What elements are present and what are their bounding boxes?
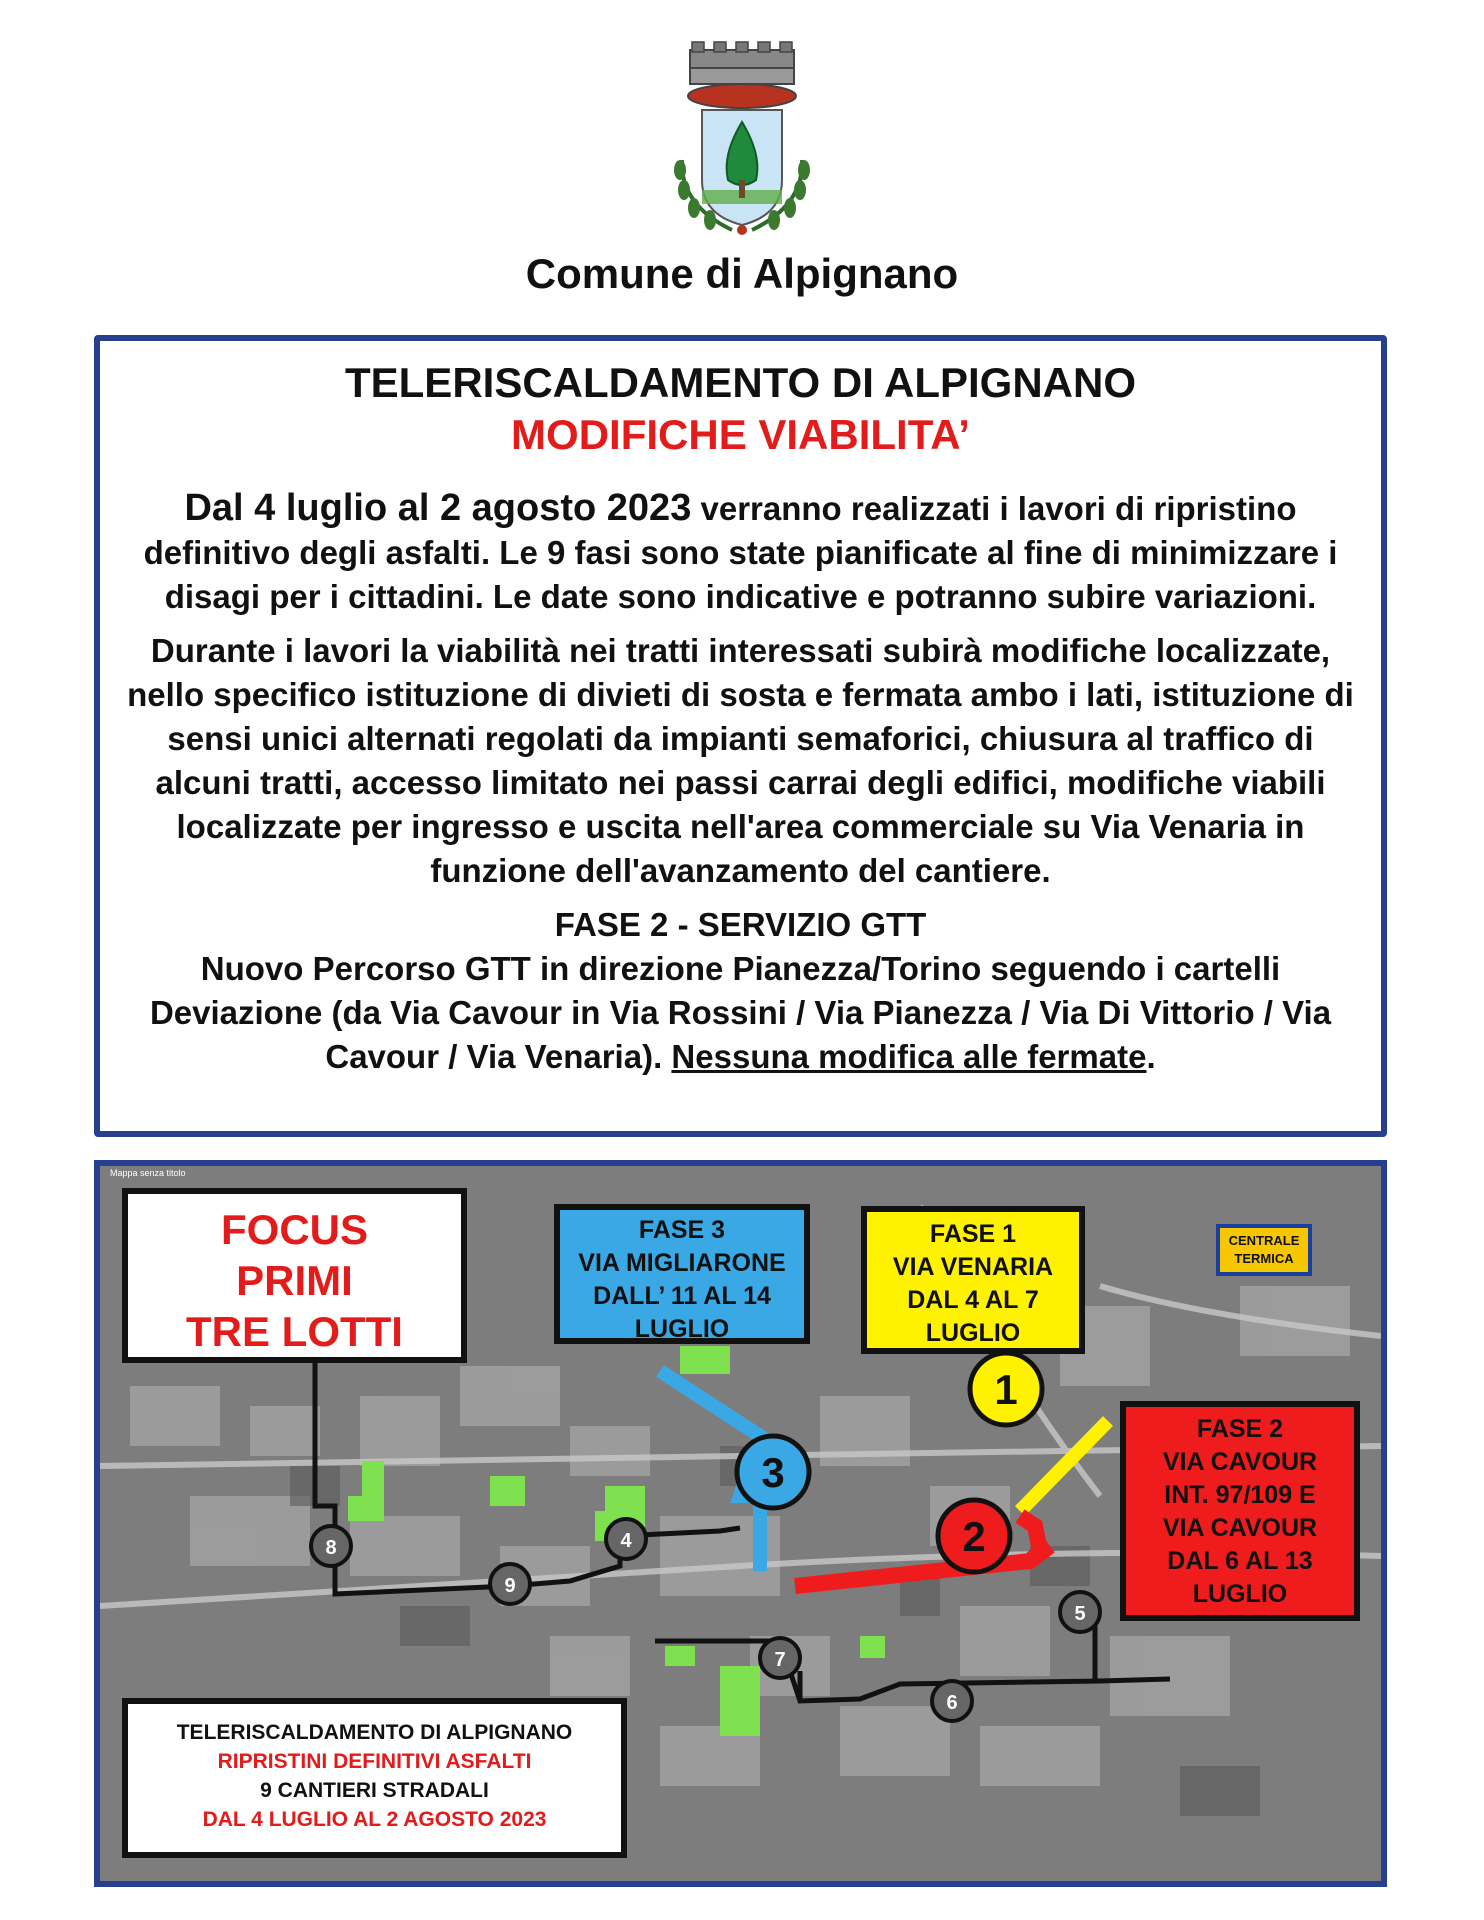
map-frame xyxy=(94,1160,1387,1887)
legend-line-4: DAL 4 LUGLIO AL 2 AGOSTO 2023 xyxy=(202,1808,547,1831)
dates-lead: Dal 4 luglio al 2 agosto 2023 xyxy=(184,487,692,529)
marker-9[interactable] xyxy=(490,1564,530,1604)
marker-8-label: 8 xyxy=(325,1537,337,1559)
notice-title: TELERISCALDAMENTO DI ALPIGNANO xyxy=(344,359,1136,406)
marker-2-label: 2 xyxy=(962,1513,986,1560)
marker-5-label: 5 xyxy=(1074,1603,1086,1625)
dates-rest: verranno realizzati i lavori di ripristino definitivo degli asfalti. Le 9 fasi sono state pianificate al fine di minimizzare i disagi per i cittadini. Le date sono indicative e potranno subire variazioni. xyxy=(143,490,1338,615)
paragraph-gtt xyxy=(118,903,1363,1079)
marker-3[interactable] xyxy=(737,1436,809,1508)
focus-line-1: FOCUS xyxy=(221,1206,368,1253)
legend-line-1: TELERISCALDAMENTO DI ALPIGNANO xyxy=(176,1721,573,1744)
fase3-line-3: DALL’ 11 AL 14 xyxy=(593,1282,771,1310)
paragraph-viability: Durante i lavori la viabilità nei tratti interessati subirà modifiche localizzate, nello specifico istituzione di divieti di sosta e fermata ambo i lati, istituzione di sensi unici alternati regolati da impianti semaforici, chiusura al traffico di alcuni tratti, accesso limitato nei passi carrai degli edifici, modifiche viabili localizzate per ingresso e uscita nell'area commerciale su Via Venaria in funzione dell'avanzamento del cantiere. xyxy=(127,632,1354,889)
fase3-line-1: FASE 3 xyxy=(638,1216,726,1244)
gtt-heading: FASE 2 - SERVIZIO GTT xyxy=(554,906,927,943)
fase2-line-2: VIA CAVOUR xyxy=(1162,1448,1318,1476)
fase1-label xyxy=(861,1206,1085,1354)
marker-1[interactable] xyxy=(970,1353,1042,1425)
fase1-line-1: FASE 1 xyxy=(929,1220,1017,1248)
fase2-line-1: FASE 2 xyxy=(1196,1415,1284,1443)
marker-1-label: 1 xyxy=(994,1366,1018,1413)
fase1-line-3: DAL 4 AL 7 xyxy=(907,1286,1039,1314)
focus-line-2: PRIMI xyxy=(236,1257,353,1304)
map-legend xyxy=(122,1698,627,1858)
marker-8[interactable] xyxy=(311,1526,351,1566)
notice-body xyxy=(118,486,1363,1079)
marker-4[interactable] xyxy=(606,1519,646,1559)
fase2-line-6: LUGLIO xyxy=(1192,1580,1288,1608)
marker-9-label: 9 xyxy=(504,1575,516,1597)
fase2-line-5: DAL 6 AL 13 xyxy=(1167,1547,1313,1575)
centrale-termica-label xyxy=(1216,1224,1312,1276)
coat-of-arms-icon xyxy=(652,40,832,240)
marker-7-label: 7 xyxy=(774,1649,786,1671)
fase1-line-2: VIA VENARIA xyxy=(892,1253,1054,1281)
centrale-line-2: TERMICA xyxy=(1234,1251,1294,1266)
gtt-no-change: Nessuna modifica alle fermate xyxy=(671,1038,1147,1075)
marker-7[interactable] xyxy=(760,1638,800,1678)
fase3-line-2: VIA MIGLIARONE xyxy=(578,1249,786,1277)
legend-line-3: 9 CANTIERI STRADALI xyxy=(260,1779,489,1802)
marker-6-label: 6 xyxy=(946,1692,958,1714)
focus-line-3: TRE LOTTI xyxy=(186,1308,403,1355)
gtt-end: . xyxy=(1146,1038,1156,1075)
fase3-label xyxy=(554,1204,810,1344)
marker-6[interactable] xyxy=(932,1681,972,1721)
paragraph-dates xyxy=(118,486,1363,619)
fase2-line-4: VIA CAVOUR xyxy=(1162,1514,1318,1542)
notice-box xyxy=(94,335,1387,1137)
map-caption: Mappa senza titolo xyxy=(110,1168,186,1178)
marker-3-label: 3 xyxy=(761,1449,785,1496)
focus-label xyxy=(122,1188,467,1363)
marker-4-label: 4 xyxy=(620,1530,632,1552)
aerial-map xyxy=(100,1166,1381,1881)
marker-5[interactable] xyxy=(1060,1592,1100,1632)
fase3-line-4: LUGLIO xyxy=(634,1315,730,1343)
fase2-label xyxy=(1120,1401,1360,1621)
fase2-line-3: INT. 97/109 E xyxy=(1164,1481,1316,1509)
legend-line-2: RIPRISTINI DEFINITIVI ASFALTI xyxy=(217,1750,532,1773)
fase1-line-4: LUGLIO xyxy=(925,1319,1021,1347)
marker-2[interactable] xyxy=(938,1500,1010,1572)
notice-subtitle: MODIFICHE VIABILITA’ xyxy=(511,411,970,458)
comune-name: Comune di Alpignano xyxy=(525,250,959,297)
centrale-line-1: CENTRALE xyxy=(1228,1233,1300,1248)
gtt-text: Nuovo Percorso GTT in direzione Pianezza/Torino seguendo i cartelli Deviazione (da Via Cavour in Via Rossini / Via Pianezza / Via Di Vittorio / Via Cavour / Via Venaria). xyxy=(149,950,1332,1075)
